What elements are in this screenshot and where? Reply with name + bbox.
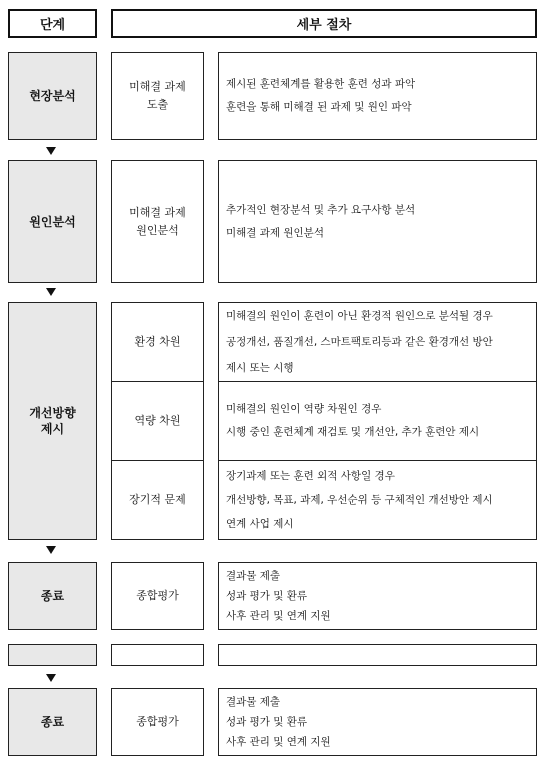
stage-column-header: 단계 [8, 9, 97, 38]
detail-line: 시행 중인 훈련체계 재검토 및 개선안, 추가 훈련안 제시 [226, 426, 480, 438]
stage-improvement-direction: 개선방향 제시 [8, 302, 97, 540]
detail-line: 공정개선, 품질개선, 스마트팩토리등과 같은 환경개선 방안 [226, 336, 493, 348]
down-arrow-icon [46, 674, 56, 682]
sub-step-competency: 역량 차원 [111, 381, 204, 461]
detail-line: 성과 평가 및 환류 [226, 716, 308, 728]
sub-step-environment: 환경 차원 [111, 302, 204, 382]
detail-closing-duplicate [218, 688, 537, 756]
detail-line: 제시 또는 시행 [226, 362, 294, 374]
stage-closing-duplicate: 종료 [8, 688, 97, 756]
detail-line: 추가적인 현장분석 및 추가 요구사항 분석 [226, 203, 416, 216]
detail-field-analysis [218, 52, 537, 140]
detail-line: 사후 관리 및 연계 지원 [226, 736, 331, 748]
down-arrow-icon [46, 546, 56, 554]
stage-field-analysis: 현장분석 [8, 52, 97, 140]
detail-line: 결과물 제출 [226, 570, 281, 582]
sub-step-overall-evaluation-duplicate: 종합평가 [111, 688, 204, 756]
detail-line: 결과물 제출 [226, 696, 281, 708]
stage-closing: 종료 [8, 562, 97, 630]
detail-line: 훈련을 통해 미해결 된 과제 및 원인 파악 [226, 101, 412, 113]
stage-cause-analysis: 원인분석 [8, 160, 97, 283]
detail-long-term [218, 460, 537, 540]
detail-line: 제시된 훈련체계를 활용한 훈련 성과 파악 [226, 78, 416, 90]
detail-line: 성과 평가 및 환류 [226, 590, 308, 602]
detail-cause-analysis [218, 160, 537, 283]
detail-line: 사후 관리 및 연계 지원 [226, 610, 331, 622]
detail-line: 개선방향, 목표, 과제, 우선순위 등 구체적인 개선방안 제시 [226, 494, 493, 506]
procedure-column-header: 세부 절차 [111, 9, 537, 38]
detail-closing [218, 562, 537, 630]
down-arrow-icon [46, 288, 56, 296]
sub-step-unresolved-issues: 미해결 과제 도출 [111, 52, 204, 140]
detail-competency [218, 381, 537, 461]
empty-sub-cell [111, 644, 204, 666]
detail-line: 미해결의 원인이 훈련이 아닌 환경적 원인으로 분석될 경우 [226, 310, 493, 322]
detail-line: 장기과제 또는 훈련 외적 사항일 경우 [226, 470, 395, 482]
detail-environment [218, 302, 537, 382]
empty-stage-cell [8, 644, 97, 666]
empty-detail-cell [218, 644, 537, 666]
down-arrow-icon [46, 147, 56, 155]
sub-step-overall-evaluation: 종합평가 [111, 562, 204, 630]
detail-line: 연계 사업 제시 [226, 518, 294, 530]
detail-line: 미해결 과제 원인분석 [226, 226, 324, 239]
detail-line: 미해결의 원인이 역량 차원인 경우 [226, 403, 382, 415]
sub-step-cause-analysis: 미해결 과제 원인분석 [111, 160, 204, 283]
sub-step-long-term: 장기적 문제 [111, 460, 204, 540]
